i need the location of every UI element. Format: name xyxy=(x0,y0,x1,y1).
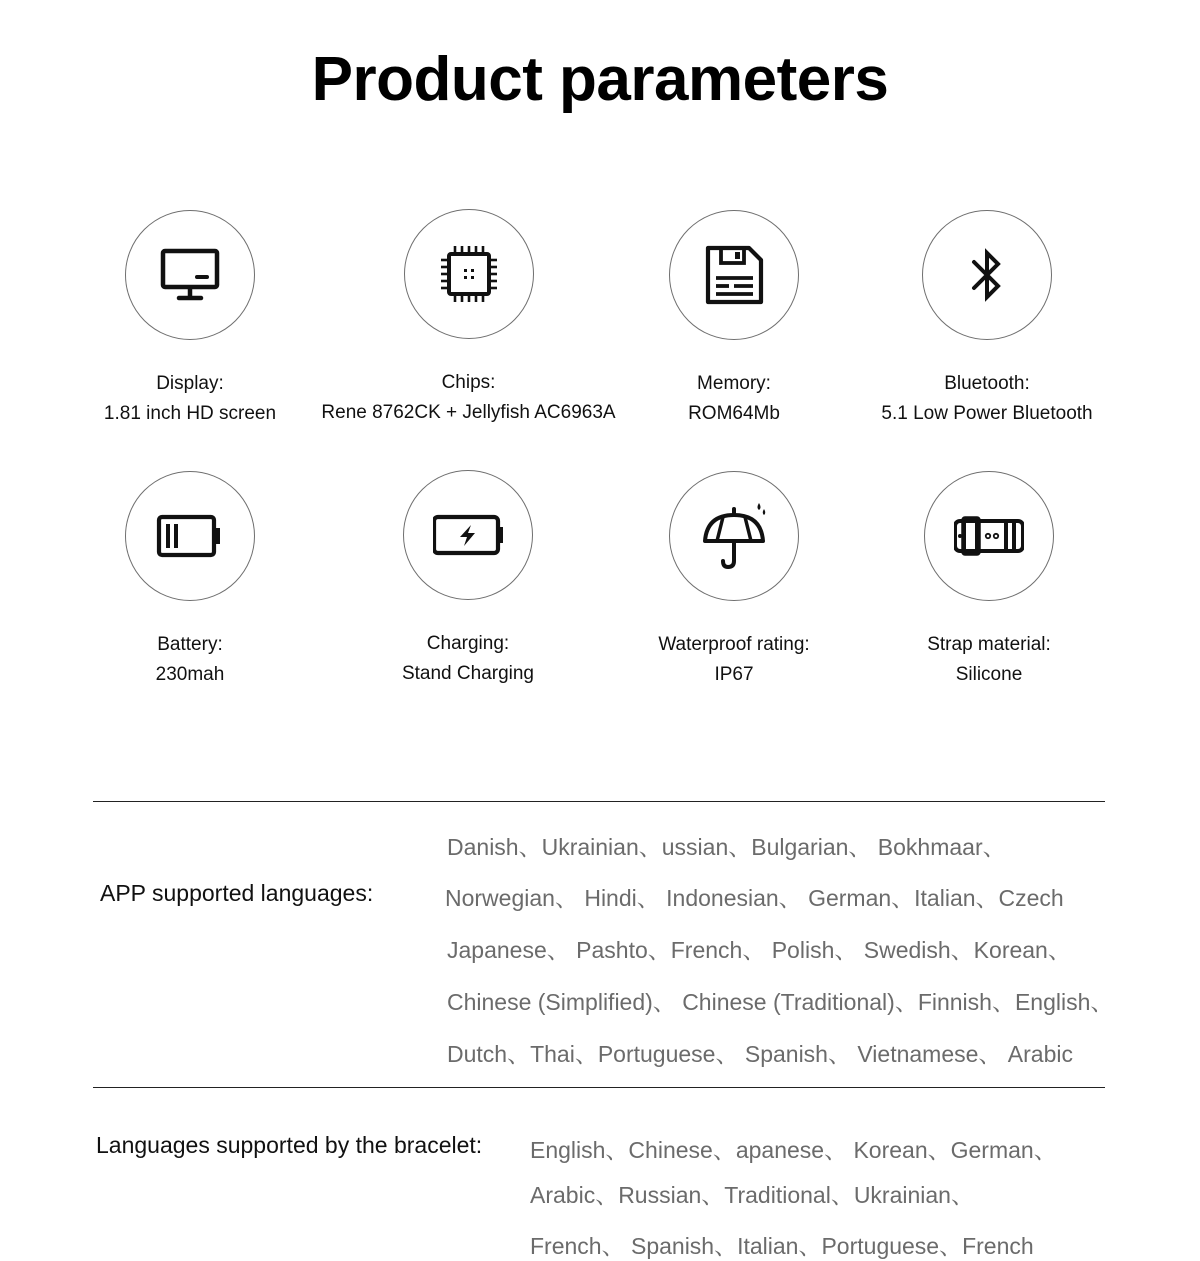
param-strap xyxy=(819,471,1159,690)
param-value: Stand Charging xyxy=(401,663,535,684)
param-value: 5.1 Low Power Bluetooth xyxy=(881,403,1093,424)
bracelet-language-line: French、 Spanish、Italian、Portuguese、French xyxy=(530,1233,1034,1259)
param-value: 230mah xyxy=(155,664,225,685)
icon-circle xyxy=(669,210,799,340)
app-language-line: Norwegian、 Hindi、 Indonesian、 German、Italian、Czech xyxy=(445,885,1064,911)
charging-battery-icon xyxy=(433,500,503,570)
page-title: Product parameters xyxy=(311,45,889,114)
watch-strap-icon xyxy=(954,501,1024,571)
param-label: Memory: xyxy=(697,373,771,394)
app-language-line: Chinese (Simplified)、 Chinese (Traditional)、Finnish、English、 xyxy=(447,989,1114,1015)
param-value: Silicone xyxy=(955,664,1023,685)
param-label: Chips: xyxy=(441,372,496,393)
app-language-line: Danish、Ukrainian、ussian、Bulgarian、 Bokhmaar、 xyxy=(447,834,1006,860)
chip-icon xyxy=(434,239,504,309)
icon-circle xyxy=(922,210,1052,340)
floppy-disk-icon xyxy=(699,240,769,310)
param-bluetooth xyxy=(817,210,1157,429)
param-label: Charging: xyxy=(426,633,510,654)
app-language-line: Japanese、 Pashto、French、 Polish、 Swedish、Korean、 xyxy=(447,937,1071,963)
icon-circle xyxy=(924,471,1054,601)
param-value: 1.81 inch HD screen xyxy=(103,403,277,424)
icon-circle xyxy=(403,470,533,600)
param-label: Display: xyxy=(156,373,224,394)
bracelet-language-line: Arabic、Russian、Traditional、Ukrainian、 xyxy=(530,1182,974,1208)
monitor-icon xyxy=(155,240,225,310)
bracelet-language-line: English、Chinese、apanese、 Korean、German、 xyxy=(530,1137,1057,1163)
param-value: Rene 8762CK + Jellyfish AC6963A xyxy=(321,402,616,423)
param-label: Bluetooth: xyxy=(944,373,1030,394)
param-label: Battery: xyxy=(157,634,223,655)
icon-circle xyxy=(404,209,534,339)
icon-circle xyxy=(125,210,255,340)
battery-icon xyxy=(155,501,225,571)
divider-top xyxy=(93,801,1105,802)
param-value: IP67 xyxy=(714,664,754,685)
app-language-line: Dutch、Thai、Portuguese、 Spanish、 Vietnamese、 Arabic xyxy=(447,1041,1073,1067)
icon-circle xyxy=(669,471,799,601)
param-label: Waterproof rating: xyxy=(658,634,810,655)
bluetooth-icon xyxy=(952,240,1022,310)
divider-bottom xyxy=(93,1087,1105,1088)
bracelet-languages-label: Languages supported by the bracelet: xyxy=(96,1132,483,1158)
param-label: Strap material: xyxy=(927,634,1051,655)
param-value: ROM64Mb xyxy=(688,403,780,424)
icon-circle xyxy=(125,471,255,601)
umbrella-rain-icon xyxy=(699,501,769,571)
app-languages-label: APP supported languages: xyxy=(100,880,374,906)
